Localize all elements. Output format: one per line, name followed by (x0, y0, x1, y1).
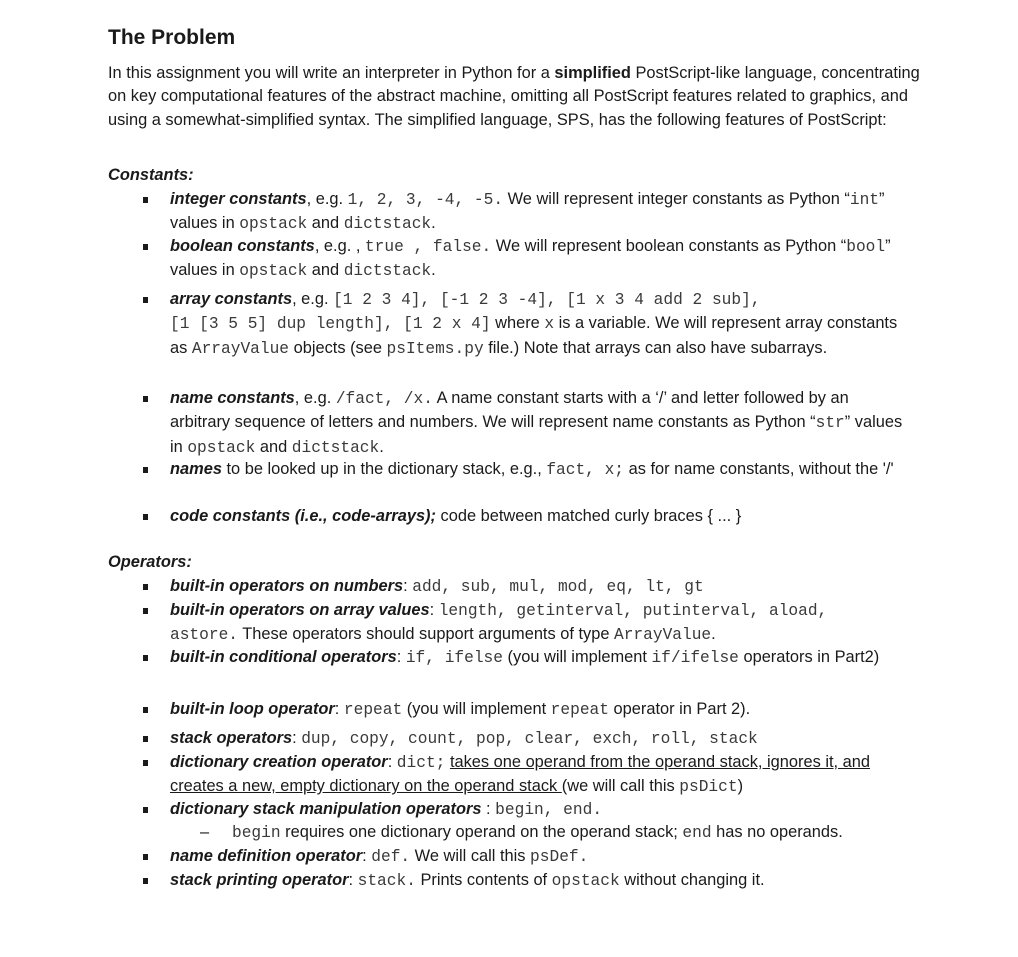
boolean-constants-item: boolean constants, e.g. , true , false. We will represent boolean constants as Python “bool” values in opstack and dictstack. (0, 235, 910, 288)
name-constants-item: name constants, e.g. /fact, /x. A name constant starts with a ‘/’ and letter followed by an arbitrary sequence of letters and numbers. We will represent name constants as Python “str” values in opstack and dictstack. (0, 387, 910, 458)
stack-printing-item: stack printing operator: stack. Prints contents of opstack without changing it. (0, 869, 910, 893)
conditional-operators-item: built-in conditional operators: if, ifelse (you will implement if/ifelse operators in Part2) (0, 646, 910, 698)
constants-heading: Constants: (108, 166, 194, 184)
integer-constants-item: integer constants, e.g. 1, 2, 3, -4, -5. We will represent integer constants as Python “int” values in opstack and dictstack. (0, 188, 910, 235)
begin-sub-item: – begin requires one dictionary operand on the operand stack; end has no operands. (200, 823, 843, 842)
stack-operators-item: stack operators: dup, copy, count, pop, clear, exch, roll, stack (0, 727, 910, 751)
number-operators-item: built-in operators on numbers: add, sub, mul, mod, eq, lt, gt (0, 575, 910, 599)
loop-operator-item: built-in loop operator: repeat (you will implement repeat operator in Part 2). (0, 698, 910, 727)
dict-creation-item: dictionary creation operator: dict; takes one operand from the operand stack, ignores it, and creates a new, empty dictionary on the operand stack (we will call this psDict) (0, 751, 910, 798)
array-operators-item: built-in operators on array values: length, getinterval, putinterval, aload, astore. These operators should support arguments of type ArrayValue. (0, 599, 910, 646)
array-constants-item: array constants, e.g. [1 2 3 4], [-1 2 3 -4], [1 x 3 4 add 2 sub], [1 [3 5 5] dup length], [1 2 x 4] where x is a variable. We will represent array constants as ArrayValue objects (see psItems.py file.) Note that arrays can also have subarrays. (0, 288, 910, 387)
code-constants-item: code constants (i.e., code-arrays); code between matched curly braces { ... } (0, 505, 910, 529)
names-item: names to be looked up in the dictionary stack, e.g., fact, x; as for name constants, without the '/' (0, 458, 910, 505)
dict-stack-item: dictionary stack manipulation operators : begin, end. (0, 798, 910, 845)
operators-heading: Operators: (108, 553, 192, 571)
constants-list (0, 188, 1018, 529)
page-title: The Problem (108, 26, 236, 49)
intro-paragraph: In this assignment you will write an interpreter in Python for a simplified PostScript-like language, concentrating on key computational features of the abstract machine, omitting all PostScript features related to graphics, and using a somewhat-simplified syntax. The simplified language, SPS, has the following features of PostScript: (108, 64, 920, 129)
name-definition-item: name definition operator: def. We will call this psDef. (0, 845, 910, 869)
